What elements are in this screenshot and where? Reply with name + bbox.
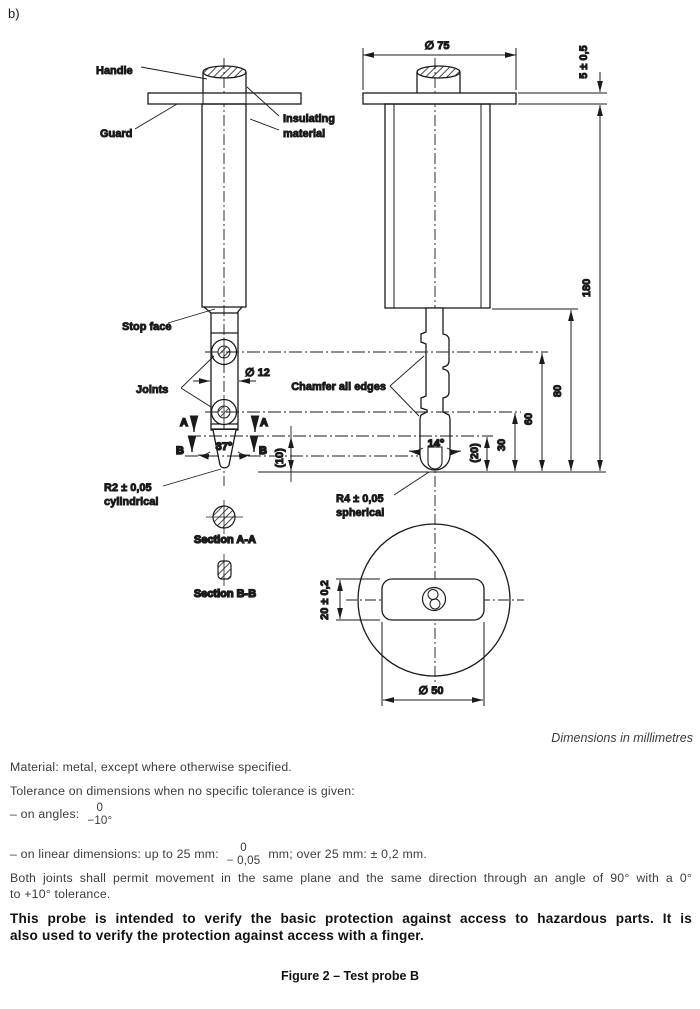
linear-tolerance-stack [227,842,261,867]
tolerance-note: Tolerance on dimensions when no specific tolerance is given: [10,784,355,798]
handle-shape [203,66,246,93]
joints-note-line-2: to +10° tolerance. [10,887,111,901]
section-b-right: B [259,445,267,457]
joints-label: Joints [136,384,169,396]
r4-label-2: spherical [336,507,385,519]
r4-label-1: R4 ± 0,05 [336,493,384,505]
section-b-left: B [176,445,184,457]
section-aa-view [194,500,256,546]
chamfer-label: Chamfer all edges [291,381,386,393]
probe-purpose-note [10,910,692,944]
angles-tolerance-stack [87,802,112,827]
section-a-right: A [260,417,268,429]
dimensions-units-note: Dimensions in millimetres [551,731,693,745]
insulating-label-1: Insulating [283,113,335,125]
insulating-label-2: material [283,128,326,140]
dim-dia12: ∅ 12 [245,367,270,379]
purpose-line-2: also used to verify the protection against access with a finger. [10,928,424,943]
linear-lower-tolerance: − 0,05 [226,854,261,867]
material-note: Material: metal, except where otherwise specified. [10,760,293,774]
guard-plate [148,93,301,104]
main-body-side [385,104,490,308]
section-aa-label: Section A-A [194,534,256,546]
linear-upper-tolerance: 0 [240,842,247,854]
r2-label-2: cylindrical [104,496,159,508]
linear-tolerance-note [10,842,692,867]
left-view-front [148,58,301,486]
angles-lower-tolerance: −10° [87,814,113,827]
dim-5: 5 ± 0,5 [578,45,590,79]
linear-label: – on linear dimensions: up to 25 mm: [10,846,219,861]
figure-caption: Figure 2 – Test probe B [281,969,419,983]
dim-30: 30 [496,438,508,452]
dim-dia50: ∅ 50 [418,685,444,697]
item-label-b: b) [8,6,20,21]
angle-37-label: 37° [215,441,233,453]
r2-label-1: R2 ± 0,05 [104,482,152,494]
dim-20tol: 20 ± 0,2 [319,580,331,620]
dim-180: 180 [581,278,593,298]
stop-face-label: Stop face [122,321,172,333]
handle-label: Handle [96,65,133,77]
section-a-left: A [180,417,188,429]
purpose-line-1: This probe is intended to verify the basic protection against access to hazardous parts. It is [10,911,692,926]
dim-dia75: ∅ 75 [424,40,450,52]
dim-80: 80 [552,384,564,398]
section-bb-view [194,554,256,600]
dim-20: (20) [469,443,481,463]
dim-60: 60 [523,412,535,426]
joints-note-line-1: Both joints shall permit movement in the same plane and the same direction through an angle of 90° with a 0° [10,871,692,885]
joints-movement-note [10,870,692,902]
handle-shape-side [417,66,460,93]
angle-14-label: 14° [427,438,445,450]
angles-label: – on angles: [10,806,80,821]
angles-upper-tolerance: 0 [96,802,104,814]
section-bb-label: Section B-B [193,588,257,600]
guard-plate-side [363,93,516,104]
angles-tolerance-note [10,802,692,827]
guard-label: Guard [100,128,133,140]
reference-lines [185,93,607,472]
linear-suffix: mm; over 25 mm: ± 0,2 mm. [268,846,427,861]
dim-10: (10) [274,448,286,468]
